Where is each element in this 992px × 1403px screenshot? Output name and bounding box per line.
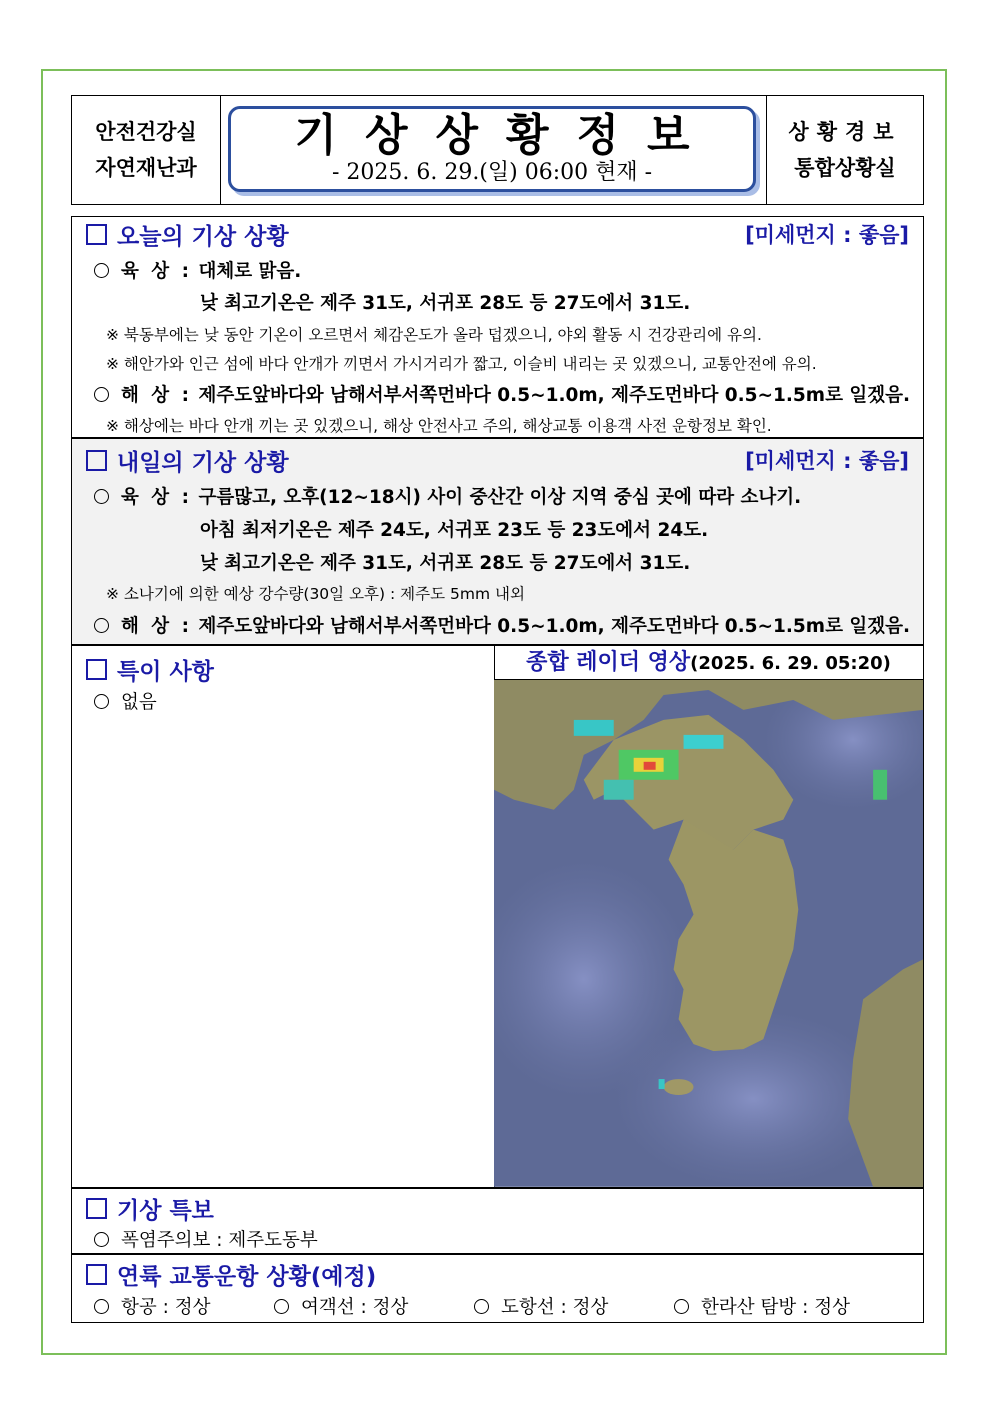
document-date: - 2025. 6. 29.(일) 06:00 현재 - — [331, 160, 653, 185]
department-line-2: 자연재난과 — [95, 156, 197, 180]
radar-echo — [604, 780, 634, 800]
special-item-text: 없음 — [121, 692, 157, 713]
radar-title-text: 종합 레이더 영상 — [526, 650, 691, 675]
warning-item-text: 폭염주의보 : 제주도동부 — [121, 1230, 318, 1251]
today-note-1: ※ 북동부에는 낮 동안 기온이 오르면서 체감온도가 올라 덥겠으니, 야외 활동 시 건강관리에 유의. — [106, 326, 762, 344]
today-note-3: ※ 해상에는 바다 안개 끼는 곳 있겠으니, 해상 안전사고 주의, 해상교통 이용객 사전 운항정보 확인. — [106, 417, 772, 435]
today-weather-section — [71, 216, 924, 438]
radar-echo — [659, 1079, 665, 1089]
checkbox-square-icon — [86, 224, 107, 245]
traffic-island-ferry-text: 도항선 : 정상 — [501, 1297, 609, 1318]
radar-jeju-island — [664, 1079, 694, 1095]
today-dust-status: [미세먼지 : 좋음] — [745, 223, 909, 247]
radar-time: (2025. 6. 29. 05:20) — [690, 653, 891, 674]
tomorrow-sea-label: 해 상 : — [121, 616, 193, 637]
tomorrow-sea-text: 제주도앞바다와 남해서부서쪽먼바다 0.5~1.0m, 제주도먼바다 0.5~1.5m로 일겠음. — [198, 616, 911, 637]
today-note-2: ※ 해안가와 인근 섬에 바다 안개가 끼면서 가시거리가 짧고, 이슬비 내리는 곳 있겠으니, 교통안전에 유의. — [106, 355, 817, 373]
circle-bullet-icon — [94, 694, 109, 709]
special-item — [94, 688, 157, 714]
tomorrow-heading — [86, 444, 289, 477]
traffic-item-ferry — [274, 1293, 408, 1319]
today-land-text-2: 낮 최고기온은 제주 31도, 서귀포 28도 등 27도에서 31도. — [200, 293, 691, 314]
checkbox-square-icon — [86, 1264, 107, 1285]
radar-echo — [873, 770, 887, 800]
today-sea-line — [94, 381, 910, 407]
circle-bullet-icon — [94, 1299, 109, 1314]
traffic-heading-text: 연륙 교통운항 상황(예정) — [117, 1264, 377, 1290]
radar-panel — [494, 646, 923, 1187]
warning-heading-text: 기상 특보 — [117, 1198, 214, 1224]
circle-bullet-icon — [94, 1232, 109, 1247]
circle-bullet-icon — [674, 1299, 689, 1314]
traffic-heading — [86, 1258, 376, 1291]
radar-echo — [644, 762, 656, 770]
circle-bullet-icon — [94, 489, 109, 504]
today-heading — [86, 218, 289, 251]
traffic-item-island-ferry — [474, 1293, 608, 1319]
special-heading — [86, 653, 214, 686]
checkbox-square-icon — [86, 1198, 107, 1219]
tomorrow-weather-section — [71, 438, 924, 645]
tomorrow-land-line — [94, 483, 801, 509]
tomorrow-land-text-2: 아침 최저기온은 제주 24도, 서귀포 23도 등 23도에서 24도. — [200, 520, 709, 541]
circle-bullet-icon — [94, 263, 109, 278]
warning-heading — [86, 1192, 214, 1225]
today-land-label: 육 상 : — [121, 261, 193, 282]
tomorrow-land-label: 육 상 : — [121, 487, 193, 508]
radar-echo — [574, 720, 614, 736]
checkbox-square-icon — [86, 450, 107, 471]
circle-bullet-icon — [94, 618, 109, 633]
office-block — [766, 96, 923, 204]
special-radar-section — [71, 645, 924, 1188]
radar-title — [494, 646, 923, 680]
tomorrow-land-text-1: 구름많고, 오후(12~18시) 사이 중산간 이상 지역 중심 곳에 따라 소나기. — [198, 487, 802, 508]
checkbox-square-icon — [86, 659, 107, 680]
department-block — [72, 96, 221, 204]
document-header — [71, 95, 924, 205]
traffic-item-air — [94, 1293, 210, 1319]
traffic-air-text: 항공 : 정상 — [121, 1297, 211, 1318]
office-line-2: 통합상황실 — [794, 156, 896, 180]
today-land-line — [94, 257, 301, 283]
tomorrow-sea-line — [94, 612, 910, 638]
traffic-section — [71, 1254, 924, 1323]
today-heading-text: 오늘의 기상 상황 — [117, 224, 289, 250]
department-line-1: 안전건강실 — [95, 120, 197, 144]
today-sea-text: 제주도앞바다와 남해서부서쪽먼바다 0.5~1.0m, 제주도먼바다 0.5~1.5m로 일겠음. — [198, 385, 911, 406]
radar-image — [494, 680, 923, 1187]
tomorrow-dust-status: [미세먼지 : 좋음] — [745, 449, 909, 473]
special-notes-panel — [72, 646, 495, 1187]
radar-echo — [684, 735, 724, 749]
traffic-ferry-text: 여객선 : 정상 — [301, 1297, 409, 1318]
circle-bullet-icon — [94, 387, 109, 402]
tomorrow-land-text-3: 낮 최고기온은 제주 31도, 서귀포 28도 등 27도에서 31도. — [200, 553, 691, 574]
traffic-item-hallasan — [674, 1293, 850, 1319]
circle-bullet-icon — [274, 1299, 289, 1314]
today-land-text-1: 대체로 맑음. — [198, 261, 302, 282]
tomorrow-heading-text: 내일의 기상 상황 — [117, 450, 289, 476]
office-line-1: 상황경보 — [788, 120, 902, 144]
warning-item — [94, 1226, 318, 1252]
circle-bullet-icon — [474, 1299, 489, 1314]
title-box — [228, 106, 756, 192]
special-heading-text: 특이 사항 — [117, 659, 214, 685]
document-title: 기상상황정보 — [294, 110, 718, 161]
today-sea-label: 해 상 : — [121, 385, 193, 406]
weather-warning-section — [71, 1188, 924, 1254]
tomorrow-note-1: ※ 소나기에 의한 예상 강수량(30일 오후) : 제주도 5mm 내외 — [106, 585, 525, 603]
traffic-hallasan-text: 한라산 탐방 : 정상 — [701, 1297, 850, 1318]
